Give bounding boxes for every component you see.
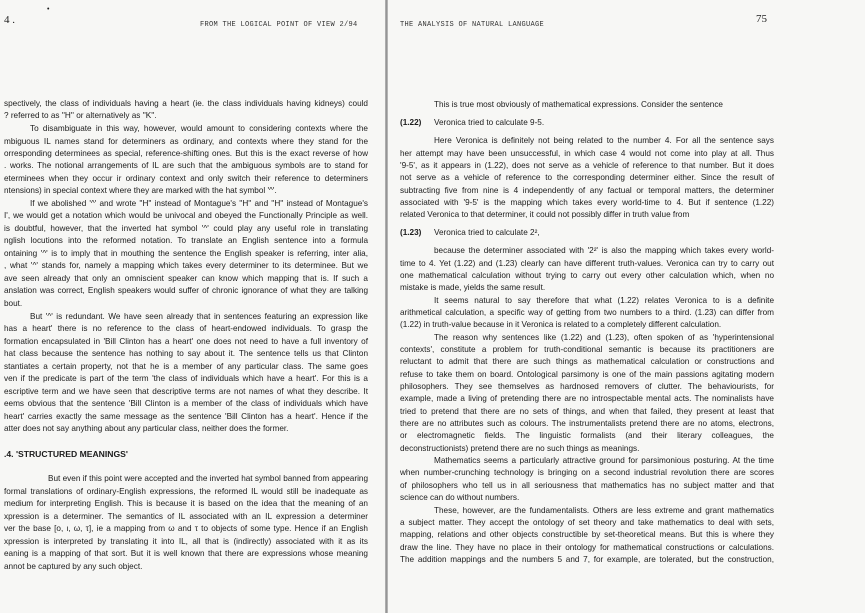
right-running-head: THE ANALYSIS OF NATURAL LANGUAGE [400,21,545,29]
text-line: I', we would get a notation which would be univocal and obeyed the Functionally Principle as well. [4,211,368,220]
text-line: xpression is interpreted by translating it into IL, all that is (indirectly) associated with it as its [4,537,368,546]
text-line: eaning is a mapping of that sort. But it is well known that there are expressions whose meaning [4,549,368,558]
text-line: ver the base [o, ι, ω, τ], ie a mapping from ω and τ to objects of some type. Hence if an English [4,524,368,533]
text-line: anslation was correct, English speakers would suffer of chronic ignorance of what they are talking [4,286,368,295]
text-line: when number-crunching technology is bringing on a second industrial revolution there are scores [400,468,774,477]
text-line: associated with '9-5' is the mapping which takes every world-time to 4. But if sentence (1.22) [400,198,774,207]
text-line: But even if this point were accepted and the inverted hat symbol banned from appearing [48,474,368,483]
text-line: reluctant to admit that there are such things as mathematical calculation or constructions and [400,357,774,366]
text-line: philosophers. They see themselves as hardnosed removers of clutter. The behaviourists, for [400,382,774,391]
text-line: ven if the predicate is part of the term 'the class of individuals which have a heart'. For this is a [4,374,368,383]
text-line: or electromagnetic fields. The linguistic formalists (and their literary colleagues, the [400,431,774,440]
text-line: spectively, the class of individuals having a heart (ie. the class individuals having kidneys) could [4,99,368,108]
text-line: deconstructionists) pretend there are no such things as meanings. [400,444,640,453]
text-line: mapping, relations and other objects constructible by set-theoretical means. But this is where they [400,530,774,539]
text-line: . works. The notional arrangements of IL are such that the ambiguous symbols are to stand for [4,161,368,170]
text-line: This is true most obviously of mathematical expressions. Consider the sentence [434,100,723,109]
text-line: because the determiner associated with '2²' is also the mapping which takes every world- [434,246,774,255]
text-line: draw the line. They have no place in their ontology for mathematical constructions or calculations. [400,543,774,552]
text-line: heart' carries exactly the same message as the sentence 'Bill Clinton has a heart'. Hence if the [4,412,368,421]
text-line: formal translations of ordinary-English expressions, the reformed IL would still be inadequate as [4,487,368,496]
example-1-22 [400,118,544,127]
text-line: atter does not say anything about any particular class, neither does the former. [4,424,289,433]
text-line: medium for interpreting English. This is because it is based on the idea that the meaning of an [4,499,368,508]
text-line: ? referred to as ''H'' or alternatively as ''K''. [4,111,157,120]
text-line: , what '^' stands for, namely a mapping which takes every determiner to its determinee. But we [4,261,368,270]
text-line: eterminees when they occur ir ordinary context and only switch their reference to determiners [4,174,368,183]
example-number: (1.23) [400,228,422,237]
text-line: Here Veronica is definitely not being related to the number 4. For all the sentence says [434,136,774,145]
text-line: arithmetical calculation, a specific way of getting from two numbers to a third. (1.23) can differ from [400,308,774,317]
text-line: ontaining '^' is to imply that in mouthing the sentence the English speaker is referring, inter alia, [4,249,368,258]
text-line: one mathematical calculation without trying to carry out every other calculation which, when no [400,271,774,280]
text-line: her attempt may have been unsuccessful, in which case 4 would not come into play at all. Thus [400,149,774,158]
text-line: eems obvious that the sentence 'Bill Clinton is a member of the class of individuals which have [4,399,368,408]
section-heading: .4. 'STRUCTURED MEANINGS' [4,449,128,459]
text-line: not serve as a vehicle of reference to the corresponding determiner either. Since the result of [400,173,774,182]
text-line: bout. [4,299,23,308]
right-page [388,0,865,613]
text-line: But '^' is redundant. We have seen already that in sentences featuring an expression like [30,312,368,321]
text-line: ave seen already that only an omniscient speaker can know which mapping that is. If such a [4,274,368,283]
text-line: orresponding determinees as special, reference-shifting ones. But this is the exact reverse of how [4,149,368,158]
text-line: The reason why sentences like (1.22) and (1.23), often spoken of as 'hyperintensional [434,333,774,342]
text-line: science can do without numbers. [400,493,520,502]
left-page-number: 4 . [4,14,15,26]
text-line: refuse to take them on board. Ontological parsimony is one of the main passions agitating modern [400,370,774,379]
text-line: The addition mappings and the numbers 5 and 7, for example, are tolerated, but the construction, [400,555,774,564]
text-line: nglish locutions into the reformed notation. To translate an English sentence into a formula [4,236,368,245]
example-text: Veronica tried to calculate 2², [434,228,540,237]
text-line: These, however, are the fundamentalists. Others are less extreme and grant mathematics [434,506,774,515]
text-line: time to 4. Yet (1.22) and (1.23) clearly can have different truth-values. Veronica can try to carry out [400,259,774,268]
text-line: xpression is a determiner. The semantics of IL associated with an IL expression a determiner [4,512,368,521]
text-line: stantiates a certain property, not that he is a member of any particular class. The same goes [4,362,368,371]
example-text: Veronica tried to calculate 9-5. [434,118,545,127]
text-line: Mathematics seems a particularly attractive ground for parsimonious posturing. At the time [434,456,774,465]
example-number: (1.22) [400,118,422,127]
text-line: a subject matter. They accept the ontology of set theory and take mathematics to deal with sets, [400,518,774,527]
text-line: If we abolished '^' and wrote ''H'' instead of Montague's ''H'' and ''H'' instead of Montague's [30,199,368,208]
text-line: escriptive term and we have seen that descriptive terms are not names of what they describe. It [4,387,368,396]
text-line: ntensions) in special context where they are marked with the hat symbol '^'. [4,186,277,195]
right-page-number: 75 [756,13,767,25]
text-line: (1.22) in truth-value because in it Veronica is related to a completely different calculation. [400,320,722,329]
text-line: of philosophers who tell us in all seriousness that mathematics has no subject matter and that [400,481,774,490]
example-1-23 [400,228,540,237]
text-line: mistake is made, yields the same result. [400,283,546,292]
text-line: tried to pretend that there are no sets of things, and when that failed, they present at least that [400,407,774,416]
text-line: is doubtful, however, that the inverted hat symbol '^' could play any useful role in translating [4,224,368,233]
text-line: there are no attributes such as colours. The instrumentalists pretend there are no atoms, electrons, [400,419,774,428]
text-line: mbiguous IL names stand for determiners as ordinary, and contexts where they stand for the [4,137,368,146]
text-line: hat class because the sentence has nothing to say about it. The sentence tells us that Clinton [4,349,368,358]
text-line: annot be captured by any such object. [4,562,143,571]
text-line: subtracting five from nine is 4 independently of any factual or temporal matters, the determiner [400,186,774,195]
text-line: It seems natural to say therefore that what (1.22) relates Veronica to is a definite [434,296,774,305]
text-line: has a heart' there is no reference to the class of heart-endowed individuals. To grasp the [4,324,368,333]
text-line: contexts', constitute a problem for truth-conditional semantic is because its practitioners are [400,345,774,354]
left-page [0,0,386,613]
text-line: formation encapsulated in 'Bill Clinton has a heart' one does not need to have a full inventory of [4,337,368,346]
text-line: To disambiguate in this way, however, would amount to considering contexts where the [30,124,368,133]
text-line: related Veronica to that determiner, it could not possibly differ in truth value from [400,210,690,219]
text-line: '9-5', as it appears in (1.22), does not serve as a vehicle of reference to that number. But it does [400,161,774,170]
left-running-head: FROM THE LOGICAL POINT OF VIEW 2/94 [200,21,358,29]
text-line: example, made a living of pretending there are no introspectable mental acts. The nominalists have [400,394,774,403]
scan-speck: • [47,6,50,13]
